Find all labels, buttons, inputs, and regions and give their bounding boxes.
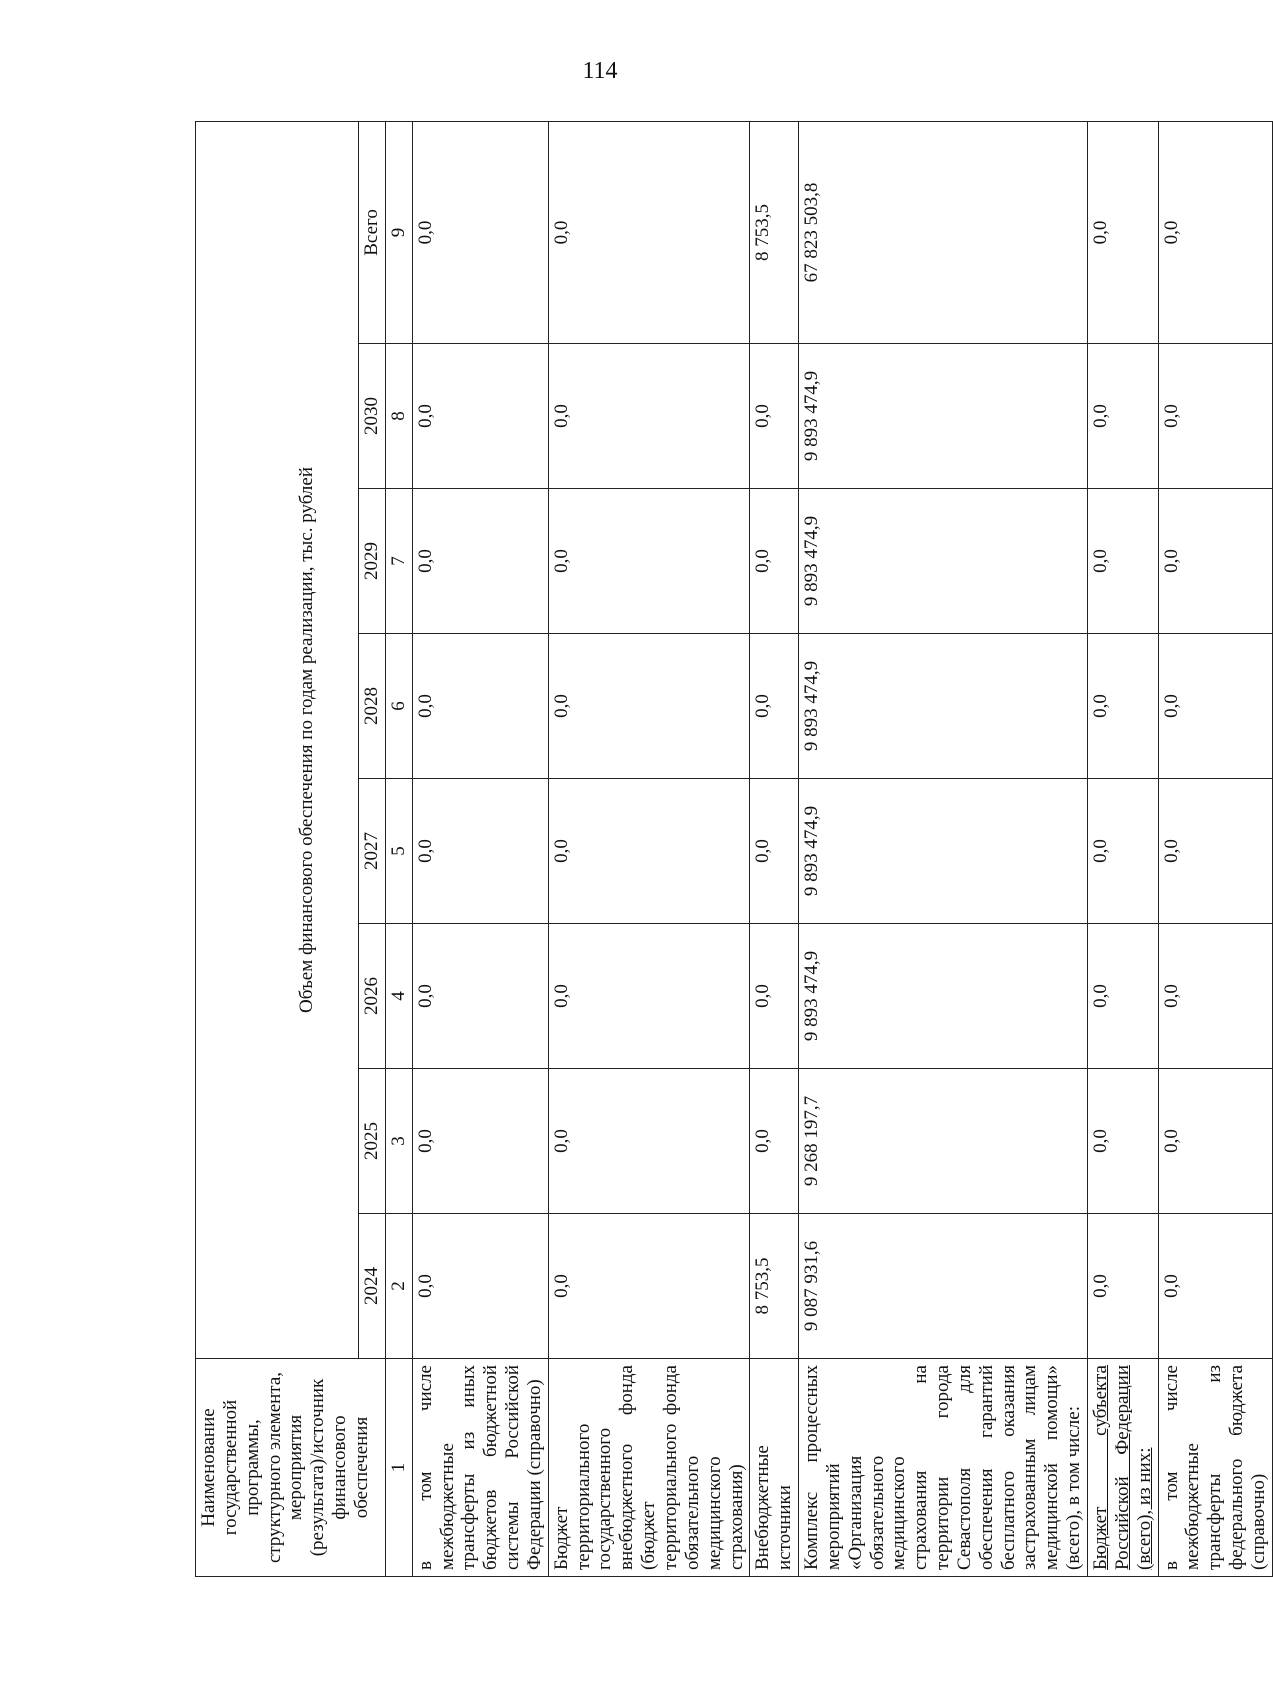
- year-header: 2024: [359, 1214, 386, 1359]
- column-index: 9: [385, 121, 412, 343]
- column-index: 2: [385, 1214, 412, 1359]
- name-column-header: Наименование государственной программы, структурного элемента, мероприятия (результата)/источник финансового обеспечения: [196, 1359, 386, 1577]
- row-value: 9 893 474,9: [799, 779, 1088, 924]
- row-value: 0,0: [1158, 1214, 1272, 1359]
- row-value: 9 893 474,9: [799, 489, 1088, 634]
- table-row: [412, 121, 548, 1576]
- row-value: 8 753,5: [750, 121, 799, 343]
- column-index-row: [385, 121, 412, 1576]
- column-index: 8: [385, 344, 412, 489]
- rotated-table-container: [195, 122, 1269, 1577]
- row-value: 0,0: [1088, 1069, 1159, 1214]
- year-header: 2025: [359, 1069, 386, 1214]
- row-value: 0,0: [548, 121, 750, 343]
- row-value: 0,0: [1158, 489, 1272, 634]
- row-value: 0,0: [412, 1214, 548, 1359]
- row-name: Бюджет субъекта Российской Федерации (всего), из них:: [1088, 1359, 1159, 1577]
- row-value: 0,0: [1088, 344, 1159, 489]
- year-header: 2030: [359, 344, 386, 489]
- row-value: 0,0: [412, 121, 548, 343]
- year-header-row: [359, 121, 386, 1576]
- year-header: 2026: [359, 924, 386, 1069]
- row-value: 0,0: [750, 344, 799, 489]
- row-name: Комплекс процессных мероприятий «Организация обязательного медицинского страхования на территории города Севастополя для обеспечения гарантий бесплатного оказания застрахованным лицам медицинской помощи» (всего), в том числе:: [799, 1359, 1088, 1577]
- row-value: 0,0: [548, 1214, 750, 1359]
- table-row: [1088, 121, 1159, 1576]
- column-index: 1: [385, 1359, 412, 1577]
- column-index: 5: [385, 779, 412, 924]
- row-name: в том числе межбюджетные трансферты из федерального бюджета (справочно): [1158, 1359, 1272, 1577]
- row-value: 0,0: [548, 924, 750, 1069]
- page-number: 114: [582, 58, 618, 84]
- row-value: 0,0: [412, 1069, 548, 1214]
- row-name: Внебюджетные источники: [750, 1359, 799, 1577]
- column-index: 7: [385, 489, 412, 634]
- row-value: 0,0: [1158, 924, 1272, 1069]
- row-value: 8 753,5: [750, 1214, 799, 1359]
- row-value: 0,0: [750, 1069, 799, 1214]
- row-value: 67 823 503,8: [799, 121, 1088, 343]
- row-value: 0,0: [548, 489, 750, 634]
- row-value: 0,0: [548, 634, 750, 779]
- budget-table: [195, 121, 1273, 1577]
- row-value: 9 893 474,9: [799, 344, 1088, 489]
- row-value: 0,0: [1088, 489, 1159, 634]
- row-value: 0,0: [412, 779, 548, 924]
- row-value: 0,0: [412, 634, 548, 779]
- row-value: 0,0: [412, 489, 548, 634]
- row-value: 0,0: [750, 634, 799, 779]
- column-index: 4: [385, 924, 412, 1069]
- year-header: 2028: [359, 634, 386, 779]
- column-index: 3: [385, 1069, 412, 1214]
- row-value: 0,0: [750, 489, 799, 634]
- row-value: 0,0: [1088, 121, 1159, 343]
- row-value: 0,0: [1088, 1214, 1159, 1359]
- year-header: 2029: [359, 489, 386, 634]
- row-name: Бюджет территориального государственного внебюджетного фонда (бюджет территориального фонда обязательного медицинского страхования): [548, 1359, 750, 1577]
- row-value: 0,0: [412, 344, 548, 489]
- row-value: 0,0: [412, 924, 548, 1069]
- row-value: 0,0: [1088, 779, 1159, 924]
- row-value: 0,0: [1158, 1069, 1272, 1214]
- row-value: 0,0: [1088, 634, 1159, 779]
- row-value: 0,0: [548, 779, 750, 924]
- table-row: [1158, 121, 1272, 1576]
- column-index: 6: [385, 634, 412, 779]
- row-name: в том числе межбюджетные трансферты из иных бюджетов бюджетной системы Российской Федерации (справочно): [412, 1359, 548, 1577]
- row-value: 9 893 474,9: [799, 634, 1088, 779]
- row-value: 9 268 197,7: [799, 1069, 1088, 1214]
- table-row: [548, 121, 750, 1576]
- funding-group-header: Объем финансового обеспечения по годам реализации, тыс. рублей: [196, 121, 359, 1358]
- row-value: 0,0: [548, 1069, 750, 1214]
- table-row: [799, 121, 1088, 1576]
- row-value: 9 087 931,6: [799, 1214, 1088, 1359]
- row-value: 0,0: [1088, 924, 1159, 1069]
- row-value: 0,0: [548, 344, 750, 489]
- year-header: 2027: [359, 779, 386, 924]
- total-header: Всего: [359, 121, 386, 343]
- row-value: 0,0: [750, 924, 799, 1069]
- row-value: 0,0: [750, 779, 799, 924]
- row-value: 0,0: [1158, 779, 1272, 924]
- header-row: [196, 121, 359, 1576]
- row-value: 0,0: [1158, 344, 1272, 489]
- row-value: 0,0: [1158, 121, 1272, 343]
- row-value: 0,0: [1158, 634, 1272, 779]
- row-value: 9 893 474,9: [799, 924, 1088, 1069]
- table-row: [750, 121, 799, 1576]
